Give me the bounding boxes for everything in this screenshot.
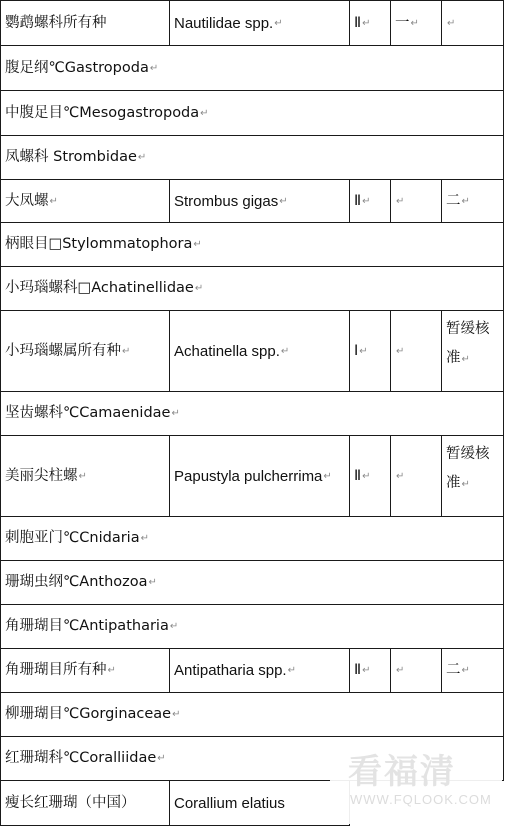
cell-text: 鹦鹉螺科所有种 <box>5 14 107 31</box>
row-16-latin <box>169 780 350 826</box>
row-1-group <box>0 45 504 91</box>
cell-text: 柳珊瑚目℃Gorginaceae <box>5 706 172 722</box>
cell-text: 坚齿螺科℃Camaenidae <box>5 405 171 421</box>
cell-text: Ⅱ <box>354 192 362 209</box>
row-0-level <box>390 0 442 46</box>
row-13-appendix <box>349 648 391 693</box>
row-4-latin <box>169 179 350 223</box>
paragraph-mark: ↵ <box>169 621 179 632</box>
row-13-latin <box>169 648 350 693</box>
row-13-note <box>441 648 504 693</box>
paragraph-mark: ↵ <box>49 195 58 207</box>
row-9-name <box>0 435 170 517</box>
row-4-note <box>441 179 504 223</box>
cell-text: Corallium elatius <box>174 794 285 812</box>
paragraph-mark: ↵ <box>359 345 368 357</box>
row-7-name <box>0 310 170 392</box>
paragraph-mark: ↵ <box>362 17 371 29</box>
paragraph-mark: ↵ <box>396 345 405 357</box>
row-13-level <box>390 648 442 693</box>
row-9-level <box>390 435 442 517</box>
row-14-group <box>0 692 504 737</box>
paragraph-mark: ↵ <box>287 665 296 676</box>
cell-text: Nautilidae spp. <box>174 14 274 32</box>
paragraph-mark: ↵ <box>323 470 332 482</box>
paragraph-mark: ↵ <box>140 533 149 544</box>
cell-text: 大凤螺 <box>5 192 49 209</box>
paragraph-mark: ↵ <box>78 470 87 482</box>
cell-text: 一 <box>395 14 410 31</box>
paragraph-mark: ↵ <box>461 354 470 365</box>
row-12-group <box>0 604 504 649</box>
row-11-group <box>0 560 504 605</box>
paragraph-mark: ↵ <box>107 665 116 676</box>
paragraph-mark: ↵ <box>194 283 204 294</box>
cell-text: 刺胞亚门℃Cnidaria <box>5 530 140 546</box>
cell-text: 瘦长红珊瑚（中国） <box>5 794 136 811</box>
cell-text: 凤螺科 Strombidae <box>5 149 137 165</box>
row-4-level <box>390 179 442 223</box>
paragraph-mark: ↵ <box>362 470 371 482</box>
paragraph-mark: ↵ <box>362 195 371 207</box>
paragraph-mark: ↵ <box>461 479 470 490</box>
row-7-appendix <box>349 310 391 392</box>
cell-text: 腹足纲℃Gastropoda <box>5 59 149 76</box>
cell-text: 小玛瑙螺科□Achatinellidae <box>5 280 194 296</box>
paragraph-mark: ↵ <box>461 665 470 676</box>
row-0-latin <box>169 0 350 46</box>
paragraph-mark: ↵ <box>200 107 209 119</box>
cell-text: 美丽尖柱螺 <box>5 467 78 484</box>
row-2-group <box>0 90 504 136</box>
cell-text: Strombus gigas <box>174 192 279 210</box>
paragraph-mark: ↵ <box>410 17 419 29</box>
row-7-note <box>441 310 504 392</box>
paragraph-mark: ↵ <box>157 753 166 764</box>
row-7-level <box>390 310 442 392</box>
cell-text: 柄眼目□Stylommatophora <box>5 236 193 252</box>
cell-text: 小玛瑙螺属所有种 <box>5 342 121 359</box>
cell-text: 二 <box>446 192 461 209</box>
row-0-note <box>441 0 504 46</box>
paragraph-mark: ↵ <box>137 152 147 163</box>
row-0-name <box>0 0 170 46</box>
paragraph-mark: ↵ <box>122 345 131 357</box>
paragraph-mark: ↵ <box>396 665 405 676</box>
cell-text: Ⅰ <box>354 342 359 359</box>
cell-text: 珊瑚虫纲℃Anthozoa <box>5 574 148 590</box>
paragraph-mark: ↵ <box>193 239 202 250</box>
cell-text: Papustyla pulcherrima <box>174 467 323 485</box>
cell-text: 中腹足目℃Mesogastropoda <box>5 104 200 121</box>
cell-text: Antipatharia spp. <box>174 662 287 679</box>
paragraph-mark: ↵ <box>149 62 159 74</box>
cell-text: 二 <box>446 662 461 678</box>
row-5-group <box>0 222 504 267</box>
watermark-logo: 看福清 <box>348 752 456 792</box>
row-9-latin <box>169 435 350 517</box>
row-4-name <box>0 179 170 223</box>
paragraph-mark: ↵ <box>447 17 456 29</box>
row-3-group <box>0 135 504 180</box>
cell-text: Ⅱ <box>354 14 362 31</box>
paragraph-mark: ↵ <box>461 195 470 207</box>
paragraph-mark: ↵ <box>362 665 371 676</box>
paragraph-mark: ↵ <box>172 709 181 720</box>
cell-text: Ⅱ <box>354 662 362 678</box>
row-7-latin <box>169 310 350 392</box>
paragraph-mark: ↵ <box>148 577 157 588</box>
row-8-group <box>0 391 504 436</box>
paragraph-mark: ↵ <box>280 345 290 357</box>
cell-text: 红珊瑚科℃Coralliidae <box>5 750 157 766</box>
row-4-appendix <box>349 179 391 223</box>
cell-text: 暂缓核准 <box>446 446 490 491</box>
cell-text: Achatinella spp. <box>174 342 280 360</box>
cell-text: 角珊瑚目℃Antipatharia <box>5 618 169 634</box>
row-10-group <box>0 516 504 561</box>
row-16-name <box>0 780 170 826</box>
paragraph-mark: ↵ <box>171 408 180 419</box>
row-9-appendix <box>349 435 391 517</box>
row-6-group <box>0 266 504 311</box>
row-9-note <box>441 435 504 517</box>
cell-text: 暂缓核准 <box>446 321 490 366</box>
paragraph-mark: ↵ <box>279 195 288 207</box>
paragraph-mark: ↵ <box>396 195 405 207</box>
cell-text: 角珊瑚目所有种 <box>5 662 107 678</box>
cell-text: Ⅱ <box>354 467 362 484</box>
watermark-url: WWW.FQLOOK.COM <box>350 792 492 807</box>
paragraph-mark: ↵ <box>274 17 283 29</box>
row-13-name <box>0 648 170 693</box>
paragraph-mark: ↵ <box>396 470 405 482</box>
row-0-appendix <box>349 0 391 46</box>
